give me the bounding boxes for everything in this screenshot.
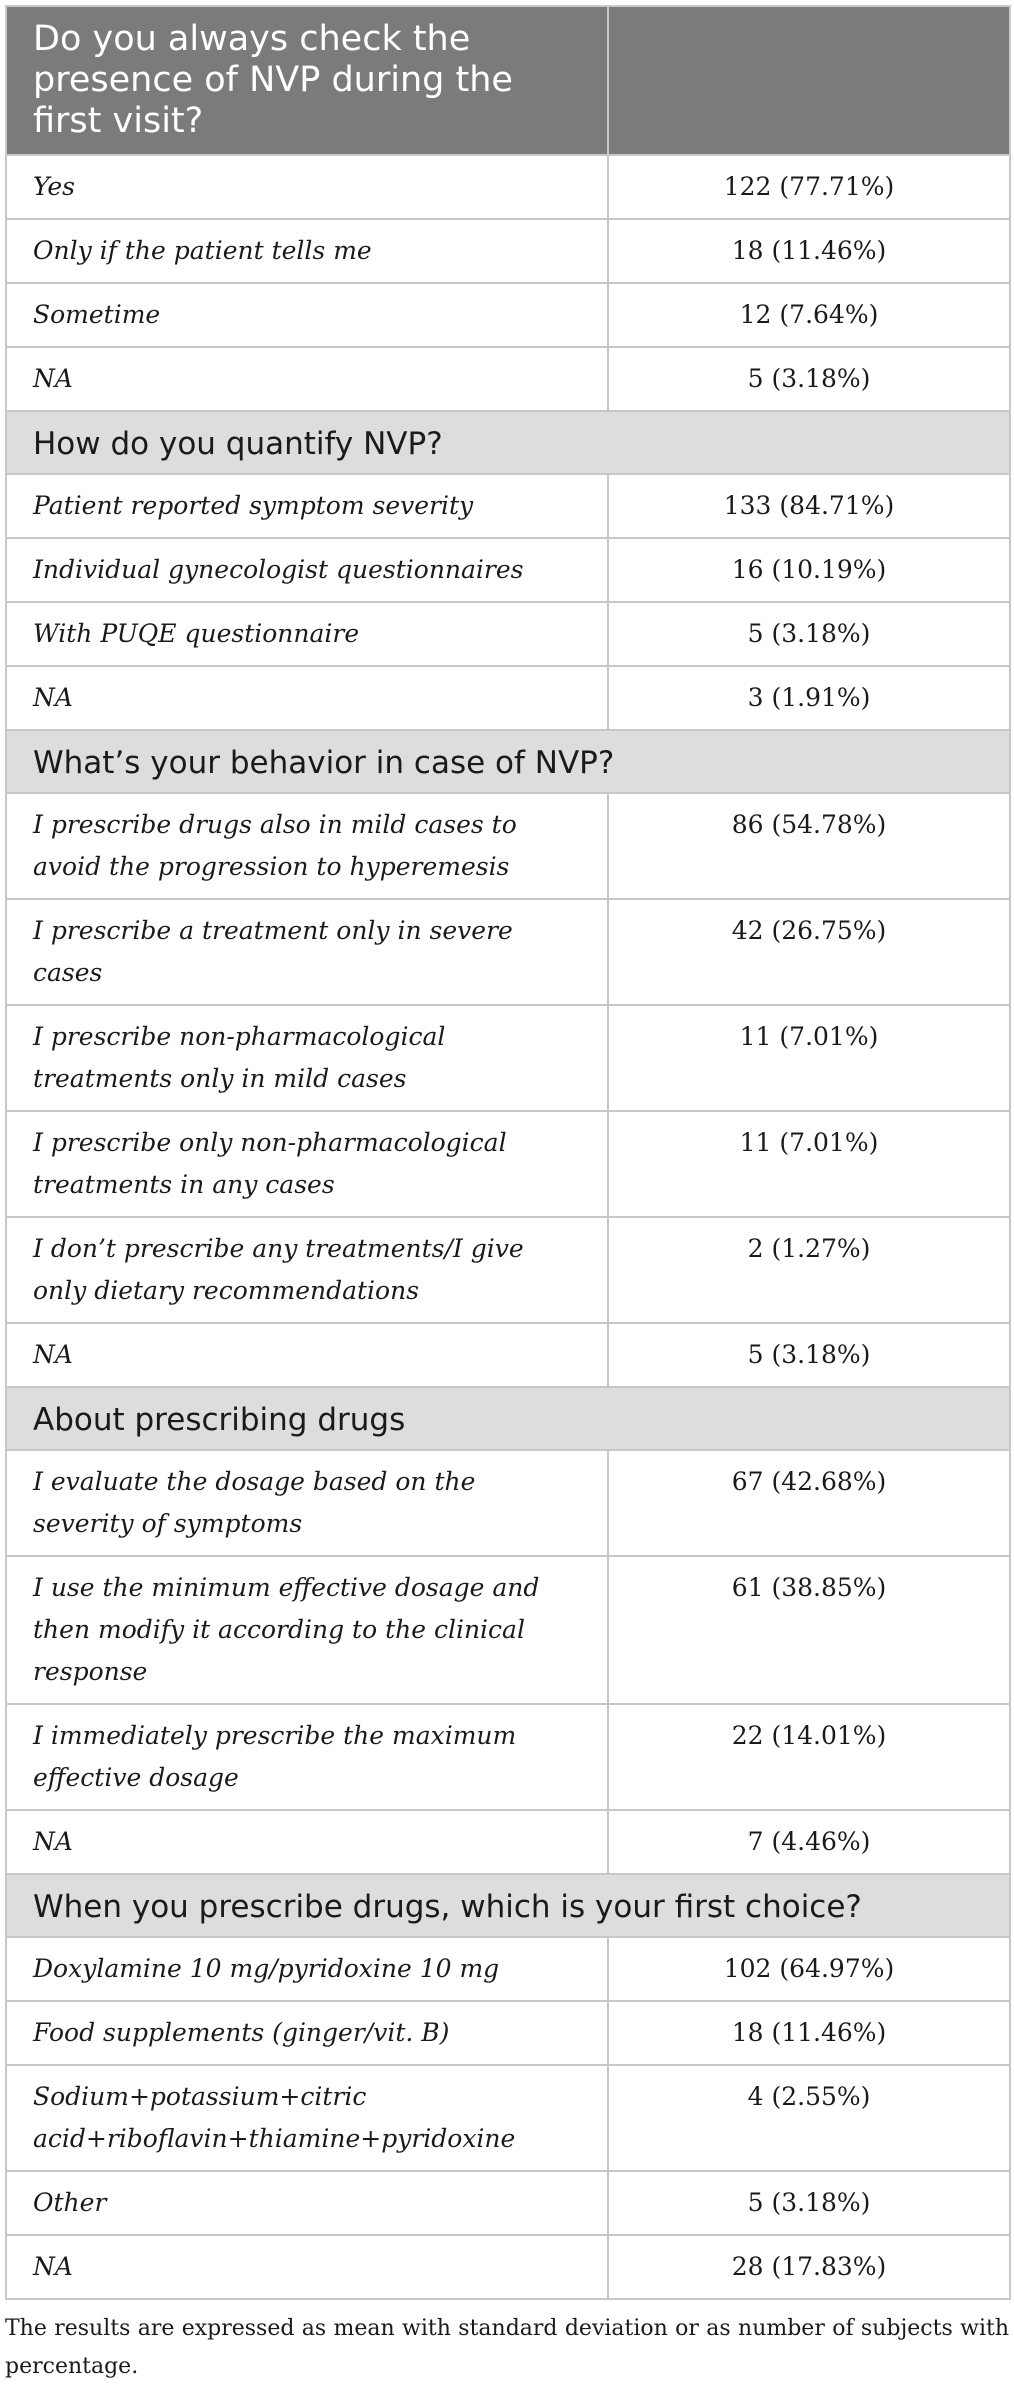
table-row [6,1937,1010,2001]
row-value: 11 (7.01%) [608,1005,1010,1111]
row-label: NA [6,2235,608,2299]
table-row [6,1810,1010,1874]
row-value: 7 (4.46%) [608,1810,1010,1874]
row-value: 42 (26.75%) [608,899,1010,1005]
table-row [6,219,1010,283]
row-value: 3 (1.91%) [608,666,1010,730]
table-row [6,474,1010,538]
row-value: 122 (77.71%) [608,155,1010,219]
row-label: With PUQE questionnaire [6,602,608,666]
section-header-row [6,1874,1010,1937]
table-row [6,2001,1010,2065]
table-row [6,2171,1010,2235]
row-value: 28 (17.83%) [608,2235,1010,2299]
row-label: I prescribe a treatment only in severe cases [6,899,608,1005]
table-row [6,2065,1010,2171]
table-row [6,347,1010,411]
section-header-row [6,1387,1010,1450]
row-value: 18 (11.46%) [608,219,1010,283]
table-header-row [6,6,1010,155]
row-label: I prescribe drugs also in mild cases to avoid the progression to hyperemesis [6,793,608,899]
row-value: 5 (3.18%) [608,347,1010,411]
survey-table-container [5,5,1009,2386]
row-value: 12 (7.64%) [608,283,1010,347]
table-row [6,899,1010,1005]
section-title: What’s your behavior in case of NVP? [6,730,1010,793]
row-label: Other [6,2171,608,2235]
table-header-empty-cell [608,6,1010,155]
row-value: 102 (64.97%) [608,1937,1010,2001]
row-value: 5 (3.18%) [608,1323,1010,1387]
table-row [6,155,1010,219]
row-label: Patient reported symptom severity [6,474,608,538]
row-label: I prescribe only non-pharmacological treatments in any cases [6,1111,608,1217]
row-label: Only if the patient tells me [6,219,608,283]
row-value: 22 (14.01%) [608,1704,1010,1810]
section-header-row [6,730,1010,793]
table-row [6,602,1010,666]
row-label: NA [6,1323,608,1387]
section-header-row [6,411,1010,474]
row-value: 2 (1.27%) [608,1217,1010,1323]
table-row [6,1556,1010,1704]
row-value: 133 (84.71%) [608,474,1010,538]
table-header-question: Do you always check the presence of NVP during the first visit? [6,6,608,155]
row-value: 61 (38.85%) [608,1556,1010,1704]
table-row [6,1217,1010,1323]
table-row [6,2235,1010,2299]
row-value: 4 (2.55%) [608,2065,1010,2171]
row-label: I immediately prescribe the maximum effective dosage [6,1704,608,1810]
table-row [6,1111,1010,1217]
row-value: 11 (7.01%) [608,1111,1010,1217]
table-row [6,793,1010,899]
row-label: Sodium+potassium+citric acid+riboflavin+thiamine+pyridoxine [6,2065,608,2171]
row-value: 5 (3.18%) [608,602,1010,666]
row-label: NA [6,1810,608,1874]
row-label: NA [6,347,608,411]
row-label: I prescribe non-pharmacological treatments only in mild cases [6,1005,608,1111]
survey-results-table [5,5,1011,2300]
table-row [6,1450,1010,1556]
table-row [6,1704,1010,1810]
row-value: 86 (54.78%) [608,793,1010,899]
section-title: When you prescribe drugs, which is your first choice? [6,1874,1010,1937]
row-label: Yes [6,155,608,219]
row-value: 5 (3.18%) [608,2171,1010,2235]
row-label: I don’t prescribe any treatments/I give only dietary recommendations [6,1217,608,1323]
row-label: Doxylamine 10 mg/pyridoxine 10 mg [6,1937,608,2001]
table-row [6,538,1010,602]
row-value: 67 (42.68%) [608,1450,1010,1556]
table-row [6,283,1010,347]
row-label: Individual gynecologist questionnaires [6,538,608,602]
section-title: How do you quantify NVP? [6,411,1010,474]
table-row [6,1323,1010,1387]
row-value: 18 (11.46%) [608,2001,1010,2065]
table-footnote: The results are expressed as mean with standard deviation or as number of subjects with percentage. [5,2316,1009,2379]
row-label: Food supplements (ginger/vit. B) [6,2001,608,2065]
table-row [6,666,1010,730]
row-label: NA [6,666,608,730]
table-body [6,155,1010,2299]
row-label: Sometime [6,283,608,347]
row-label: I evaluate the dosage based on the severity of symptoms [6,1450,608,1556]
row-label: I use the minimum effective dosage and then modify it according to the clinical response [6,1556,608,1704]
section-title: About prescribing drugs [6,1387,1010,1450]
row-value: 16 (10.19%) [608,538,1010,602]
table-row [6,1005,1010,1111]
